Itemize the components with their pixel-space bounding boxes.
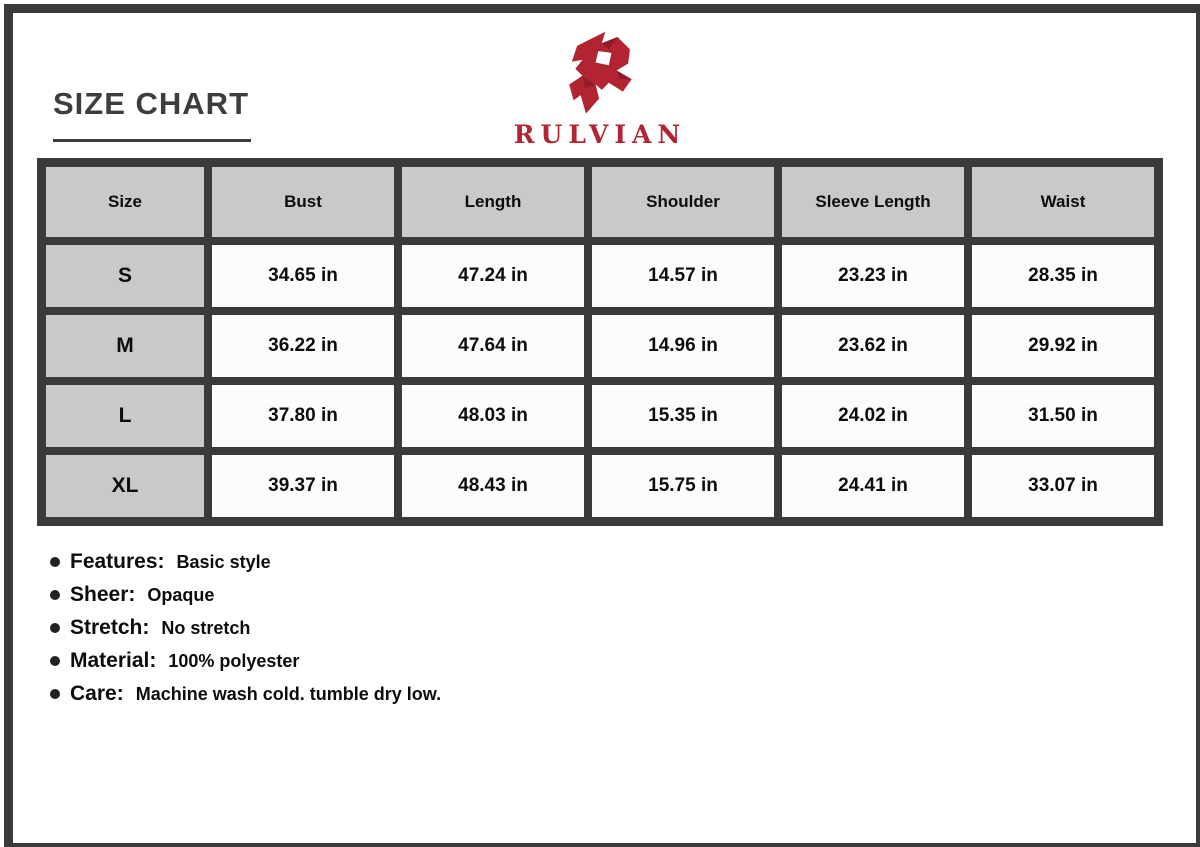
detail-value: Machine wash cold. tumble dry low. [135,684,442,704]
detail-label: Sheer: [70,583,136,606]
row-s-size-label: S [46,245,204,307]
row-l-bust: 37.80 in [212,385,394,447]
detail-label: Material: [70,649,157,672]
row-s-sleeve-length: 23.23 in [782,245,964,307]
row-m-bust: 36.22 in [212,315,394,377]
bullet-icon [50,557,60,567]
row-s-bust: 34.65 in [212,245,394,307]
row-xl-shoulder: 15.75 in [592,455,774,517]
row-s-shoulder: 14.57 in [592,245,774,307]
detail-label: Care: [70,682,124,705]
row-l-length: 48.03 in [402,385,584,447]
bullet-icon [50,623,60,633]
row-s-waist: 28.35 in [972,245,1154,307]
brand-logo [0,30,1200,149]
row-m-waist: 29.92 in [972,315,1154,377]
size-chart-table [37,158,1163,526]
detail-material [50,649,441,673]
brand-logo-icon [552,30,648,118]
detail-value: Basic style [176,552,271,572]
page-title: SIZE CHART [53,86,251,142]
row-xl-size-label: XL [46,455,204,517]
row-m-length: 47.64 in [402,315,584,377]
detail-label: Stretch: [70,616,150,639]
row-m-size-label: M [46,315,204,377]
bullet-icon [50,656,60,666]
brand-wordmark: RULVIAN [513,120,687,149]
col-header-sleeve-length: Sleeve Length [782,167,964,237]
row-xl-sleeve-length: 24.41 in [782,455,964,517]
row-m-sleeve-length: 23.62 in [782,315,964,377]
row-l-shoulder: 15.35 in [592,385,774,447]
detail-value: No stretch [161,618,251,638]
col-header-bust: Bust [212,167,394,237]
detail-value: Opaque [147,585,215,605]
bullet-icon [50,689,60,699]
row-xl-bust: 39.37 in [212,455,394,517]
detail-label: Features: [70,550,165,573]
detail-stretch [50,616,441,640]
detail-features [50,550,441,574]
product-details-list [50,550,441,706]
col-header-size: Size [46,167,204,237]
row-s-length: 47.24 in [402,245,584,307]
row-l-sleeve-length: 24.02 in [782,385,964,447]
row-m-shoulder: 14.96 in [592,315,774,377]
detail-care [50,682,441,706]
bullet-icon [50,590,60,600]
row-l-waist: 31.50 in [972,385,1154,447]
detail-sheer [50,583,441,607]
row-xl-waist: 33.07 in [972,455,1154,517]
col-header-shoulder: Shoulder [592,167,774,237]
detail-value: 100% polyester [168,651,300,671]
col-header-length: Length [402,167,584,237]
row-xl-length: 48.43 in [402,455,584,517]
col-header-waist: Waist [972,167,1154,237]
row-l-size-label: L [46,385,204,447]
